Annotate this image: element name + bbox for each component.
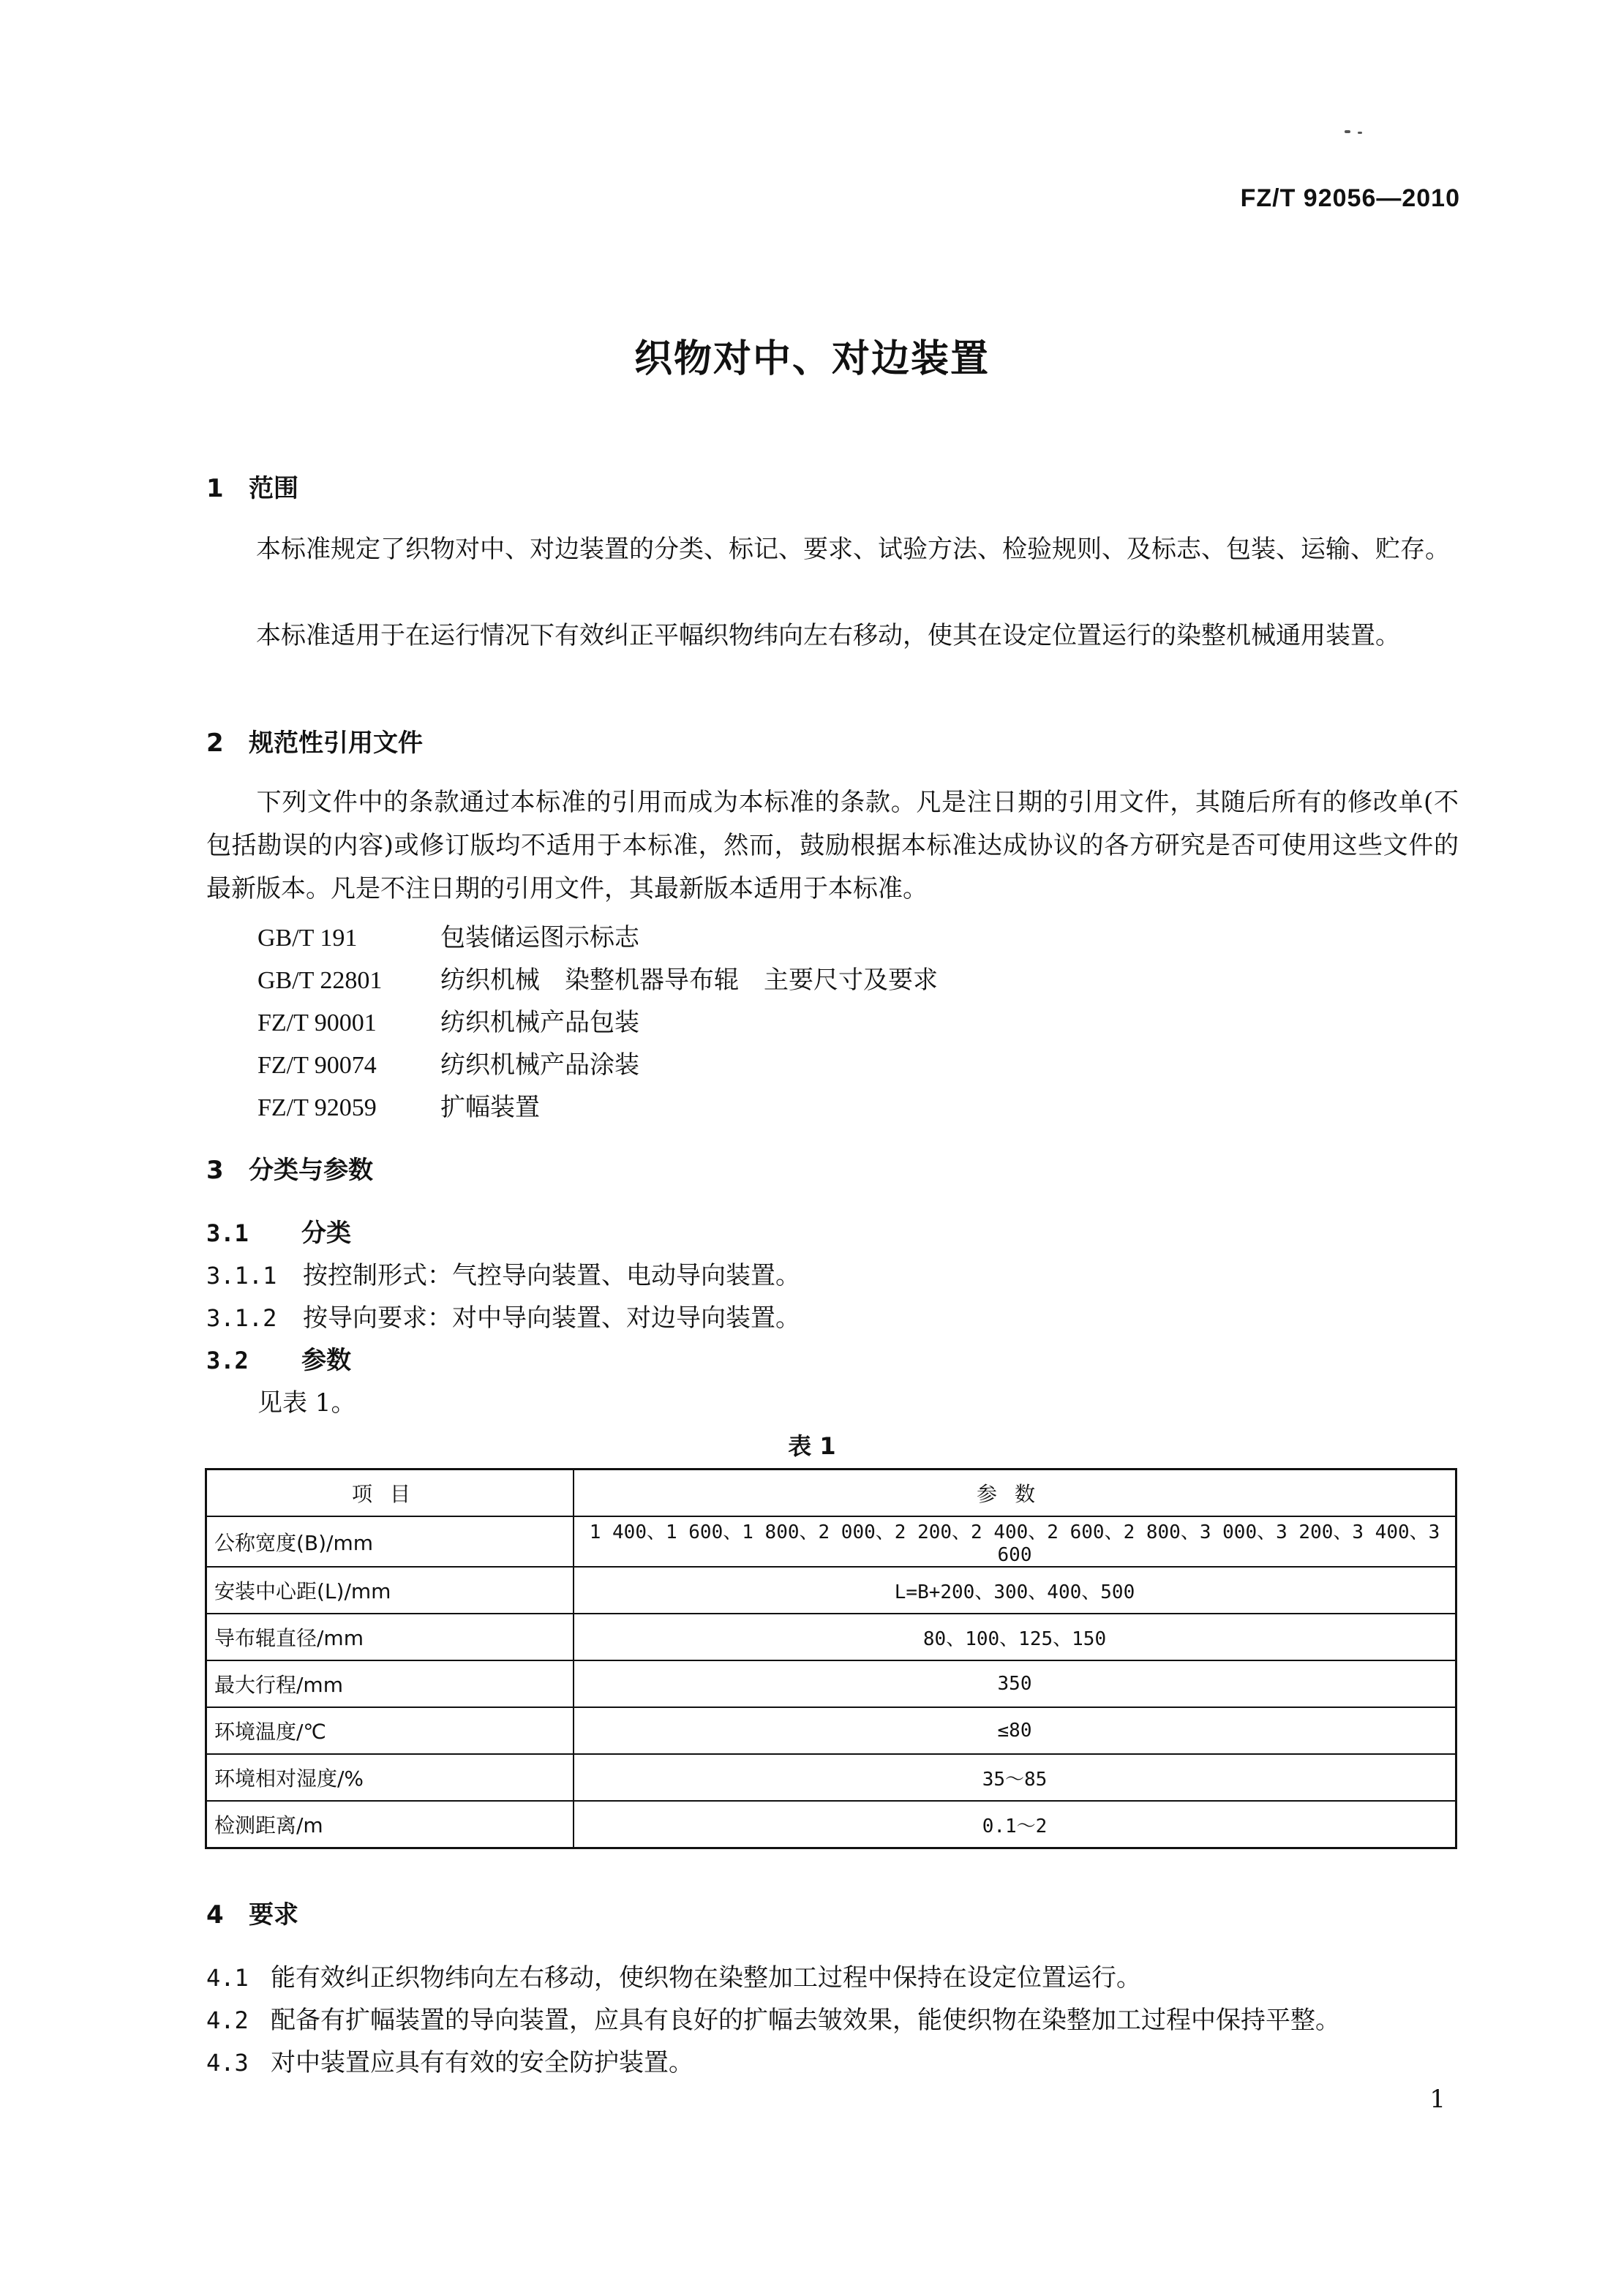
value-cell: 1 400、1 600、1 800、2 000、2 200、2 400、2 600、2 800、3 000、3 200、3 400、3 600 — [574, 1516, 1456, 1567]
clause-text: 按控制形式：气控导向装置、电动导向装置。 — [303, 1261, 800, 1290]
section-title: 分类与参数 — [249, 1156, 373, 1185]
item-cell: 检测距离/m — [206, 1801, 574, 1848]
item-cell: 环境相对湿度/% — [206, 1754, 574, 1801]
clause-text: 对中装置应具有有效的安全防护装置。 — [271, 2048, 693, 2077]
section-title: 范围 — [249, 474, 298, 503]
value-cell: L=B+200、300、400、500 — [574, 1567, 1456, 1614]
column-header-value: 参数 — [574, 1470, 1456, 1517]
section-4-heading — [206, 1894, 298, 1930]
clause-number: 4.2 — [206, 2006, 249, 2034]
item-cell: 环境温度/℃ — [206, 1707, 574, 1754]
clause-3-1-1 — [206, 1255, 800, 1291]
section-3-2-heading — [206, 1340, 351, 1376]
reference-item — [257, 917, 639, 953]
scan-speck — [1358, 132, 1362, 134]
section-number: 4 — [206, 1900, 224, 1930]
reference-title: 扩幅装置 — [440, 1093, 540, 1122]
parameter-table — [205, 1468, 1457, 1849]
reference-item — [257, 1087, 540, 1123]
table-row — [206, 1707, 1456, 1754]
page-number: 1 — [1429, 2085, 1446, 2114]
clause-number: 4.3 — [206, 2049, 249, 2077]
section-3-heading — [206, 1150, 373, 1186]
reference-title: 纺织机械 染整机器导布辊 主要尺寸及要求 — [440, 966, 938, 995]
value-cell: ≤80 — [574, 1707, 1456, 1754]
table-row — [206, 1660, 1456, 1707]
standard-number: FZ/T 92056—2010 — [1240, 184, 1460, 212]
table-row — [206, 1614, 1456, 1660]
clause-3-1-2 — [206, 1298, 800, 1333]
table-row — [206, 1801, 1456, 1848]
clause-text: 能有效纠正织物纬向左右移动，使织物在染整加工过程中保持在设定位置运行。 — [271, 1963, 1141, 1993]
reference-code: FZ/T 90074 — [257, 1052, 377, 1079]
clause-number: 3.1.2 — [206, 1304, 277, 1332]
value-cell: 35～85 — [574, 1754, 1456, 1801]
section-1-paragraph-2 — [206, 614, 1459, 658]
clause-text: 按导向要求：对中导向装置、对边导向装置。 — [303, 1303, 800, 1333]
section-title: 要求 — [249, 1900, 298, 1930]
scan-speck — [1345, 130, 1350, 133]
clause-text: 配备有扩幅装置的导向装置，应具有良好的扩幅去皱效果，能使织物在染整加工过程中保持平整。 — [271, 2006, 1340, 2035]
table-header-row — [206, 1470, 1456, 1517]
paragraph-text: 本标准规定了织物对中、对边装置的分类、标记、要求、试验方法、检验规则、及标志、包装、运输、贮存。 — [256, 535, 1450, 564]
reference-item — [257, 1002, 639, 1038]
value-cell: 350 — [574, 1660, 1456, 1707]
item-cell: 导布辊直径/mm — [206, 1614, 574, 1660]
clause-number: 4.1 — [206, 1964, 249, 1992]
section-2-heading — [206, 723, 423, 759]
section-1-heading — [206, 468, 298, 504]
column-header-item: 项目 — [206, 1470, 574, 1517]
table-row — [206, 1754, 1456, 1801]
reference-title: 包装储运图示标志 — [440, 923, 639, 952]
reference-code: GB/T 22801 — [257, 967, 383, 994]
table-row — [206, 1516, 1456, 1567]
reference-code: FZ/T 90001 — [257, 1009, 377, 1036]
table-reference: 见表 1。 — [257, 1388, 356, 1418]
clause-4-1 — [206, 1957, 1141, 1993]
clause-title: 参数 — [301, 1346, 351, 1375]
reference-code: FZ/T 92059 — [257, 1094, 377, 1121]
clause-number: 3.2 — [206, 1347, 249, 1374]
section-title: 规范性引用文件 — [249, 729, 423, 758]
paragraph-text: 下列文件中的条款通过本标准的引用而成为本标准的条款。凡是注日期的引用文件，其随后所有的修改单(不包括勘误的内容)或修订版均不适用于本标准，然而，鼓励根据本标准达成协议的各方研究是否可使用这些文件的最新版本。凡是不注日期的引用文件，其最新版本适用于本标准。 — [206, 788, 1459, 903]
paragraph-text: 本标准适用于在运行情况下有效纠正平幅织物纬向左右移动，使其在设定位置运行的染整机械通用装置。 — [256, 621, 1400, 650]
clause-4-2 — [206, 2000, 1340, 2036]
value-cell: 80、100、125、150 — [574, 1614, 1456, 1660]
reference-title: 纺织机械产品包装 — [440, 1008, 639, 1037]
clause-number: 3.1 — [206, 1219, 249, 1247]
reference-item — [257, 1045, 639, 1080]
clause-4-3 — [206, 2042, 693, 2078]
section-3-1-heading — [206, 1213, 351, 1249]
section-1-paragraph-1 — [206, 528, 1459, 571]
section-2-paragraph — [206, 781, 1459, 911]
table-row — [206, 1567, 1456, 1614]
item-cell: 最大行程/mm — [206, 1660, 574, 1707]
item-cell: 公称宽度(B)/mm — [206, 1516, 574, 1567]
table-caption: 表 1 — [788, 1432, 836, 1460]
value-cell: 0.1～2 — [574, 1801, 1456, 1848]
item-cell: 安装中心距(L)/mm — [206, 1567, 574, 1614]
clause-number: 3.1.1 — [206, 1262, 277, 1290]
document-title: 织物对中、对边装置 — [634, 337, 990, 381]
section-number: 3 — [206, 1156, 224, 1185]
reference-code: GB/T 191 — [257, 925, 358, 952]
clause-title: 分类 — [301, 1219, 351, 1248]
section-number: 1 — [206, 474, 224, 503]
section-number: 2 — [206, 729, 224, 758]
reference-title: 纺织机械产品涂装 — [440, 1050, 639, 1080]
reference-item — [257, 960, 938, 996]
